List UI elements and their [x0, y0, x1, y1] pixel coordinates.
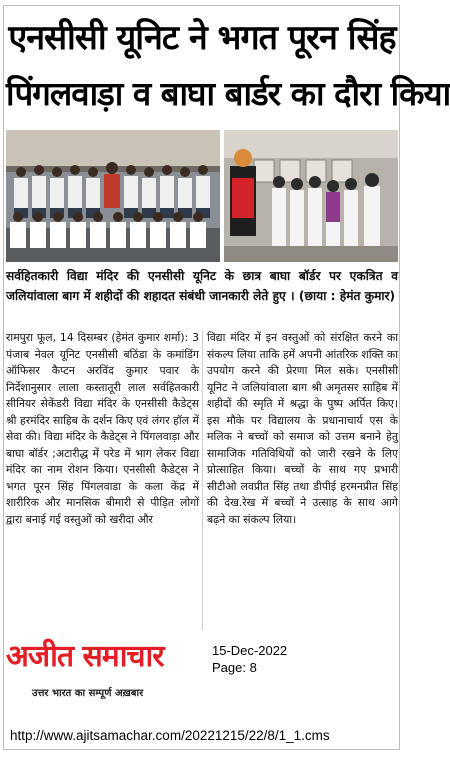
article-right-body: विद्या मंदिर में इन वस्तुओं को संरक्षित करने का संकल्प लिया ताकि हमें अपनी आंतरिक शक्ति का उपयोग करने की प्रेरणा मिल सके। एनसीसी यूनिट ने जलियांवाला बाग श्री अमृतसर साहिब में शहीदों की स्मृति में श्रद्धा के पुष्प अर्पित किए। इस मौके पर विद्यालय के प्रधानाचार्य एस के मलिक ने बच्चों को समाज को उत्तम बनाने हेतु सामाजिक गतिविधियों को जारी रखने के लिए प्रोत्साहित किया। बच्चों के साथ गए प्रभारी सीटीओ लवप्रीत सिंह तथा डीपीई हरमनप्रीत सिंह की देख.रेख में बच्चों ने उत्साह के साथ आगे बढ़ने का संकल्प लिया। [207, 331, 398, 526]
masthead-logo [6, 640, 196, 706]
issue-date: 15-Dec-2022 [212, 643, 288, 658]
headline-line-2: पिंगलवाड़ा व बाघा बार्डर का दौरा किया [6, 74, 450, 113]
group-photo-bagha-border [6, 130, 220, 262]
photo-caption [6, 266, 398, 306]
source-url[interactable]: http://www.ajitsamachar.com/20221215/22/8/1_1.cms [10, 728, 330, 743]
group-photo-jallianwala-bagh [224, 130, 398, 262]
column-divider [202, 330, 203, 630]
article-column-right [207, 330, 398, 528]
article-left-body: 3 पंजाब नेवल यूनिट एनसीसी बठिंडा के कमांडिंग ऑफिसर कैप्टन अरविंद कुमार पवार के निर्देशानुसार लाला कस्तातूरी लाल सर्वहितकारी सीनियर सेकेंडरी विद्या मंदिर के एनसीसी कैडेट्स श्री हरमंदिर साहिब के दर्शन किए एवं लंगर हॉल में सेवा की। विद्या मंदिर के कैडेट्स ने पिंगलवाड़ा और बाघा बॉर्डर ;अटारीद्ध में परेड में भाग लेकर विद्या मंदिर का नाम रोशन किया। एनसीसी कैडेट्स ने भगत पूरन सिंह पिंगलवाडा के कला केंद्र में शारीरिक और मानसिक बीमारी से पीड़ित लोगों द्वारा बनाई गई वस्तुओं को खरीदा और [6, 331, 199, 526]
article-column-left [6, 330, 199, 528]
issue-meta [212, 642, 287, 676]
article-dateline: रामपुरा फूल, 14 दिसम्बर (हेमंत कुमार शर्मा): [6, 331, 189, 344]
headline-line-1: एनसीसी यूनिट ने भगत पूरन सिंह [8, 18, 396, 58]
caption-text: सर्वहितकारी विद्या मंदिर की एनसीसी यूनिट के छात्र बाघा बॉर्डर पर एकत्रित व जलियांवाला बाग में शहीदों की शहादत संबंधी जानकारी लेते हुए । [6, 269, 398, 303]
masthead-tagline: उत्तर भारत का सम्पूर्ण अख़बार [32, 688, 144, 699]
issue-page: Page: 8 [212, 660, 257, 675]
caption-credit: (छाया : हेमंत कुमार) [298, 289, 396, 303]
masthead-name: अजीत समाचार [6, 639, 164, 674]
photo-strip [6, 130, 398, 262]
